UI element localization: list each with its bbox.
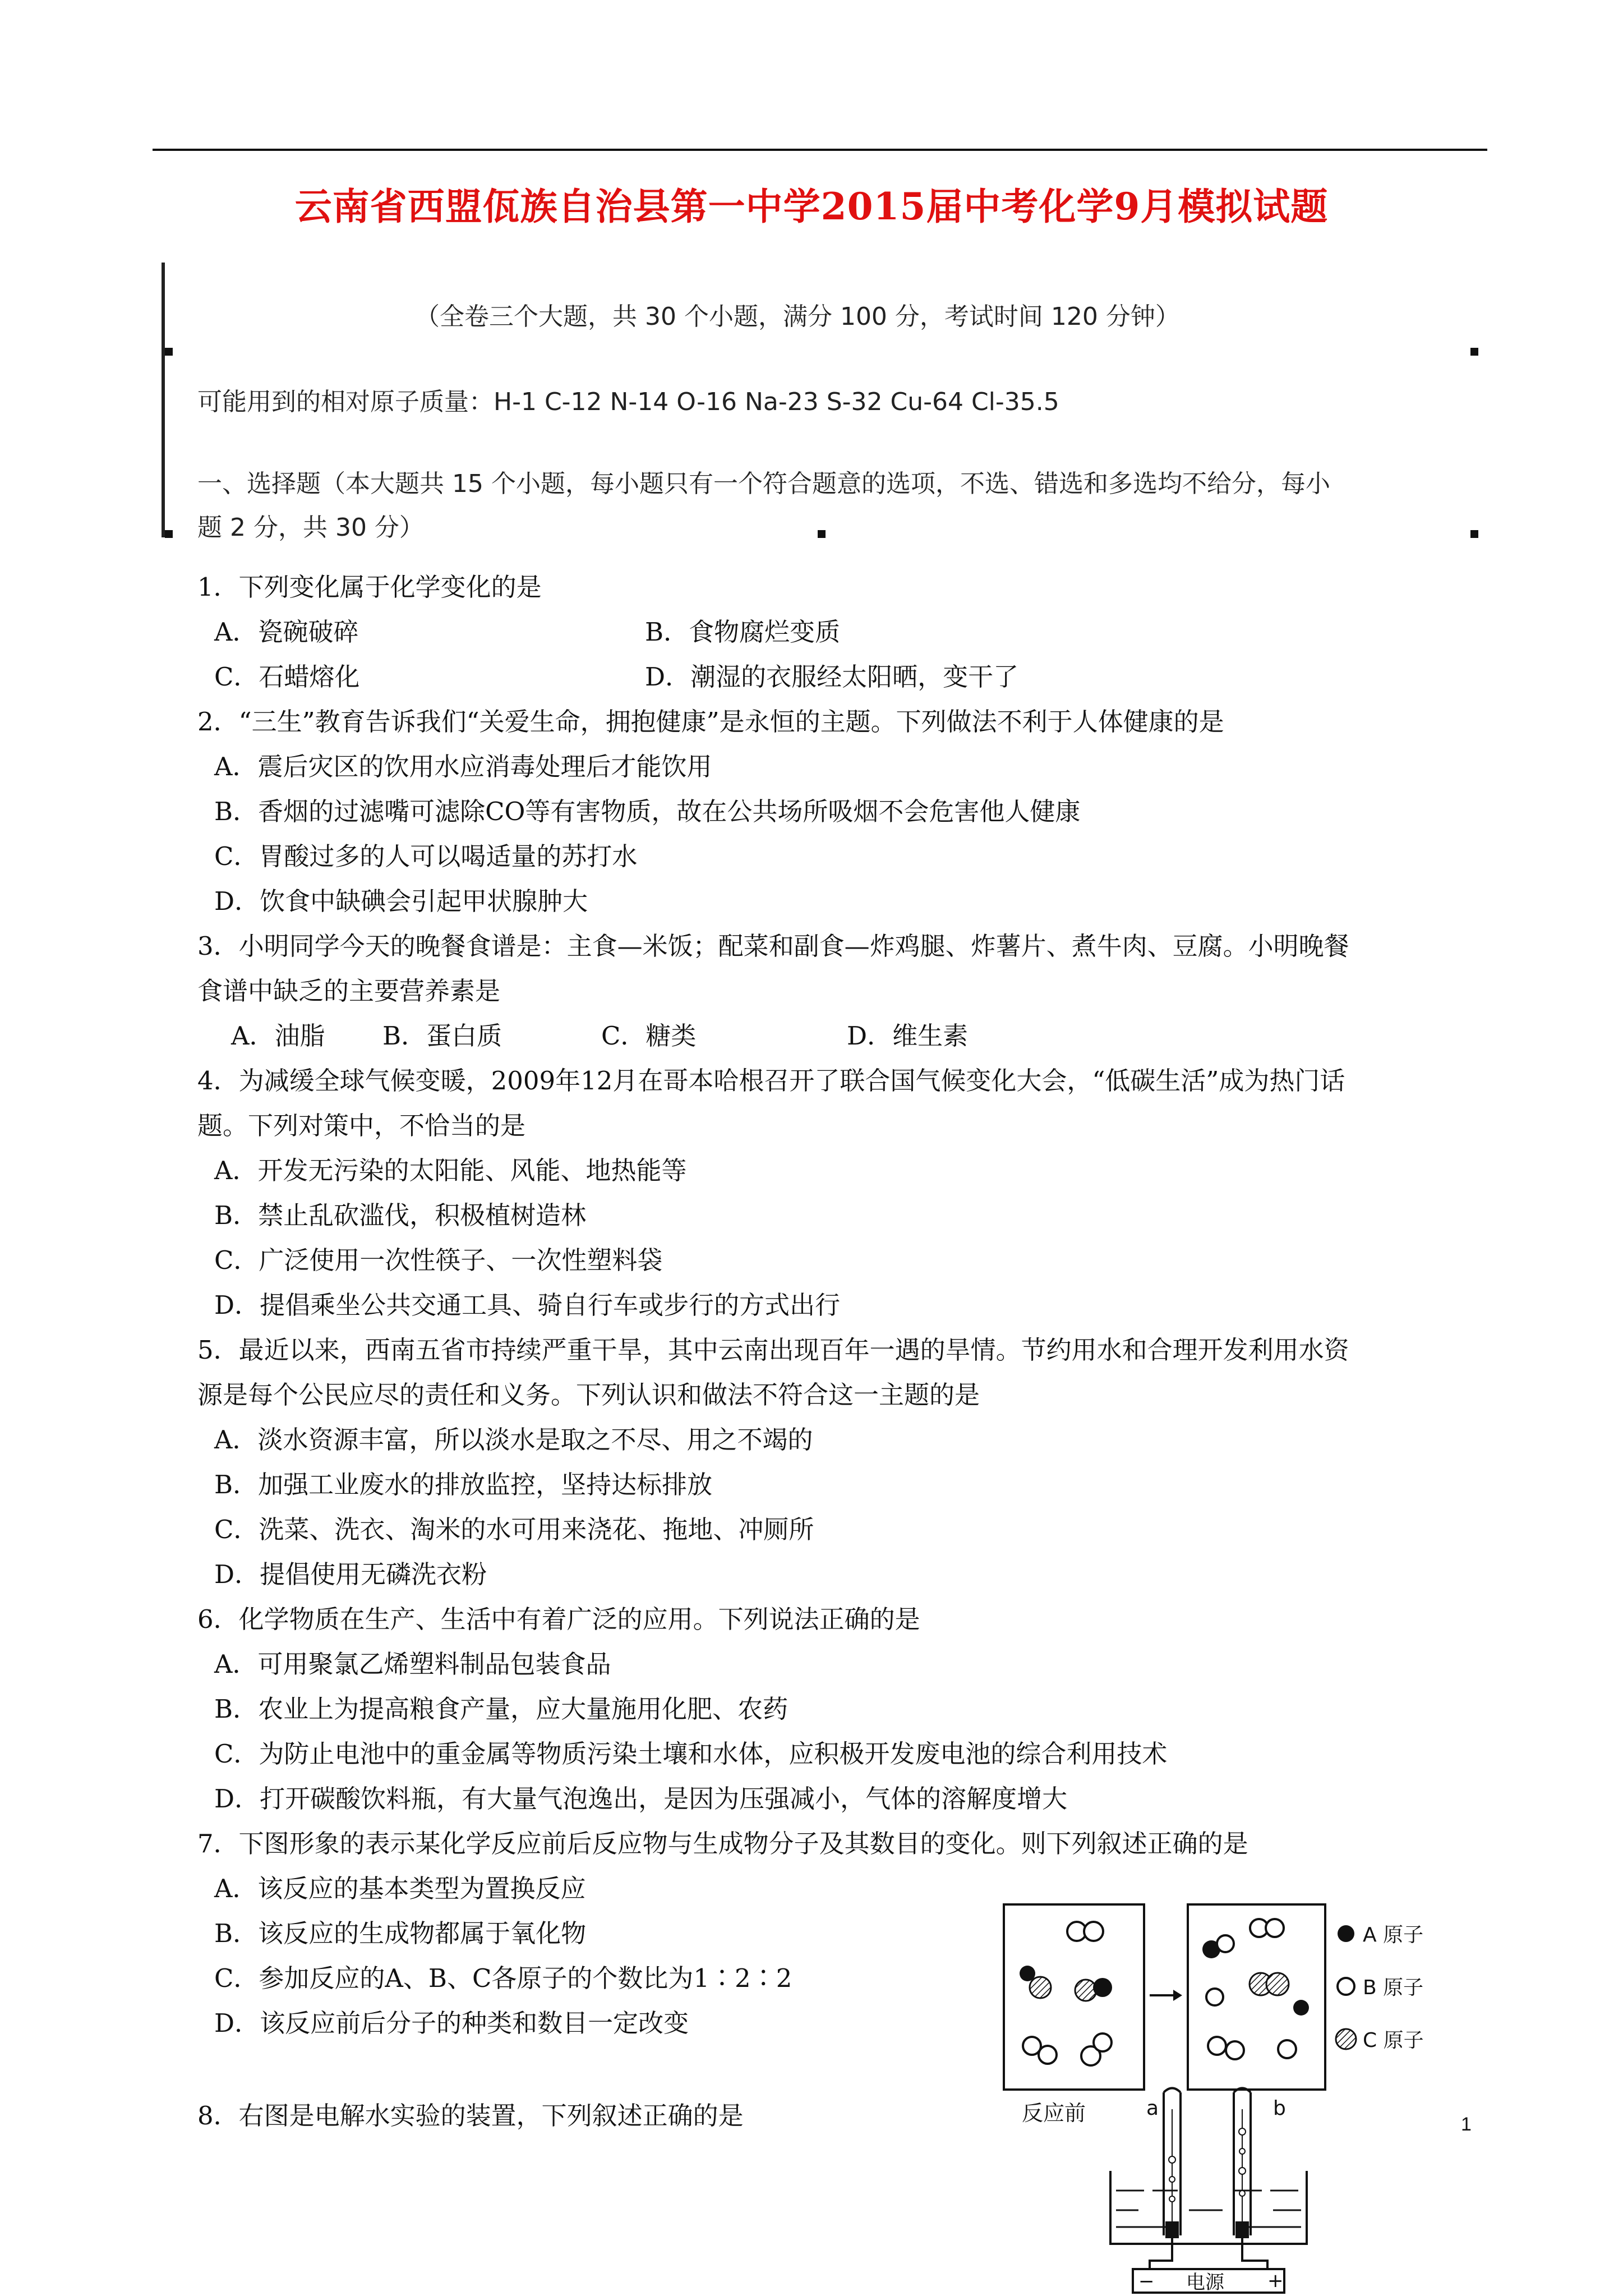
q1-option-d: D．潮湿的衣服经太阳晒，变干了 bbox=[645, 662, 1019, 692]
q5-option-b: B．加强工业废水的排放监控，坚持达标排放 bbox=[214, 1470, 713, 1499]
q5-option-a: A．淡水资源丰富，所以淡水是取之不尽、用之不竭的 bbox=[214, 1425, 813, 1455]
before-caption: 反应前 bbox=[1022, 2101, 1086, 2123]
q3-option-a: A．油脂 bbox=[231, 1021, 325, 1051]
q1-stem: 1．下列变化属于化学变化的是 bbox=[197, 572, 542, 602]
power-label: 电源 bbox=[1186, 2271, 1224, 2294]
page-title: 云南省西盟佤族自治县第一中学2015届中考化学9月模拟试题 bbox=[294, 185, 1329, 228]
power-plus: + bbox=[1267, 2270, 1284, 2292]
q8-stem: 8．右图是电解水实验的装置，下列叙述正确的是 bbox=[197, 2101, 744, 2131]
exam-info: （全卷三个大题，共 30 个小题，满分 100 分，考试时间 120 分钟） bbox=[415, 302, 1180, 331]
tube-a-label: a bbox=[1146, 2097, 1159, 2120]
q3-option-d: D．维生素 bbox=[847, 1021, 969, 1051]
header-box-bar bbox=[162, 263, 165, 537]
electrolysis-apparatus bbox=[1099, 2076, 1335, 2294]
q5-option-d: D．提倡使用无磷洗衣粉 bbox=[214, 1559, 487, 1589]
q6-option-a: A．可用聚氯乙烯塑料制品包装食品 bbox=[214, 1649, 611, 1679]
q5-stem: 5．最近以来，西南五省市持续严重干旱，其中云南出现百年一遇的旱情。节约用水和合理开发利用水资 bbox=[197, 1335, 1349, 1365]
q3-option-c: C．糖类 bbox=[601, 1021, 697, 1051]
q4-option-b: B．禁止乱砍滥伐，积极植树造林 bbox=[214, 1200, 587, 1230]
q2-option-a: A．震后灾区的饮用水应消毒处理后才能饮用 bbox=[214, 752, 712, 781]
q4-stem: 4．为减缓全球气候变暖，2009年12月在哥本哈根召开了联合国气候变化大会，“低碳生活”成为热门话 bbox=[197, 1066, 1345, 1096]
atomic-mass-line: 可能用到的相对原子质量：H-1 C-12 N-14 O-16 Na-23 S-32 Cu-64 Cl-35.5 bbox=[197, 388, 1059, 416]
q4-option-d: D．提倡乘坐公共交通工具、骑自行车或步行的方式出行 bbox=[214, 1290, 841, 1320]
q5-option-c: C．洗菜、洗衣、淘米的水可用来浇花、拖地、冲厕所 bbox=[214, 1515, 814, 1544]
q1-option-c: C．石蜡熔化 bbox=[214, 662, 360, 692]
q1-option-a: A．瓷碗破碎 bbox=[214, 617, 359, 647]
water-surface bbox=[1116, 2191, 1301, 2227]
q2-stem: 2．“三生”教育告诉我们“关爱生命，拥抱健康”是永恒的主题。下列做法不利于人体健康的是 bbox=[197, 707, 1224, 737]
box-marker bbox=[1470, 530, 1478, 538]
q6-option-b: B．农业上为提高粮食产量，应大量施用化肥、农药 bbox=[214, 1694, 789, 1724]
q3-option-b: B．蛋白质 bbox=[382, 1021, 502, 1051]
box-marker bbox=[165, 530, 173, 538]
power-minus: − bbox=[1138, 2270, 1155, 2293]
q5-stem-cont: 源是每个公民应尽的责任和义务。下列认识和做法不符合这一主题的是 bbox=[197, 1380, 980, 1410]
q7-option-d: D．该反应前后分子的种类和数目一定改变 bbox=[214, 2008, 689, 2038]
top-rule bbox=[153, 149, 1487, 151]
box-marker bbox=[1470, 348, 1478, 356]
q2-option-b: B．香烟的过滤嘴可滤除CO等有害物质，故在公共场所吸烟不会危害他人健康 bbox=[214, 797, 1081, 826]
q6-option-c: C．为防止电池中的重金属等物质污染土壤和水体，应积极开发废电池的综合利用技术 bbox=[214, 1739, 1168, 1769]
legend-b-swatch bbox=[1338, 1978, 1354, 1995]
page-number: 1 bbox=[1461, 2114, 1472, 2135]
q6-option-d: D．打开碳酸饮料瓶，有大量气泡逸出，是因为压强减小，气体的溶解度增大 bbox=[214, 1784, 1068, 1814]
q2-option-c: C．胃酸过多的人可以喝适量的苏打水 bbox=[214, 841, 638, 871]
beaker bbox=[1110, 2171, 1307, 2244]
q4-stem-cont: 题。下列对策中，不恰当的是 bbox=[197, 1111, 526, 1140]
box-marker bbox=[818, 530, 826, 538]
q6-stem: 6．化学物质在生产、生活中有着广泛的应用。下列说法正确的是 bbox=[197, 1604, 920, 1634]
legend-a-swatch bbox=[1338, 1925, 1354, 1942]
q2-option-d: D．饮食中缺碘会引起甲状腺肿大 bbox=[214, 886, 588, 916]
q3-stem-cont: 食谱中缺乏的主要营养素是 bbox=[197, 976, 501, 1006]
section1-heading-cont: 题 2 分，共 30 分） bbox=[197, 513, 424, 542]
legend-c-swatch bbox=[1336, 2029, 1356, 2049]
q4-option-c: C．广泛使用一次性筷子、一次性塑料袋 bbox=[214, 1245, 663, 1275]
after-molecules bbox=[1202, 1919, 1309, 2059]
legend-b-label: B 原子 bbox=[1363, 1976, 1424, 1999]
q7-option-c: C．参加反应的A、B、C各原子的个数比为1∶2∶2 bbox=[214, 1963, 792, 1993]
q3-stem: 3．小明同学今天的晚餐食谱是：主食—米饭；配菜和副食—炸鸡腿、炸薯片、煮牛肉、豆腐。小明晚餐 bbox=[197, 931, 1349, 961]
q4-option-a: A．开发无污染的太阳能、风能、地热能等 bbox=[214, 1156, 687, 1185]
section1-heading: 一、选择题（本大题共 15 个小题，每小题只有一个符合题意的选项，不选、错选和多选均不给分，每小 bbox=[197, 470, 1330, 498]
q7-option-a: A．该反应的基本类型为置换反应 bbox=[214, 1874, 586, 1903]
q1-option-b: B．食物腐烂变质 bbox=[645, 617, 841, 647]
tube-b-label: b bbox=[1273, 2097, 1286, 2120]
legend-c-label: C 原子 bbox=[1363, 2029, 1424, 2052]
legend-a-label: A 原子 bbox=[1363, 1924, 1424, 1947]
before-molecules bbox=[1020, 1922, 1112, 2065]
box-marker bbox=[165, 348, 173, 356]
q7-option-b: B．该反应的生成物都属于氧化物 bbox=[214, 1918, 587, 1948]
q7-stem: 7．下图形象的表示某化学反应前后反应物与生成物分子及其数目的变化。则下列叙述正确的是 bbox=[197, 1829, 1248, 1858]
